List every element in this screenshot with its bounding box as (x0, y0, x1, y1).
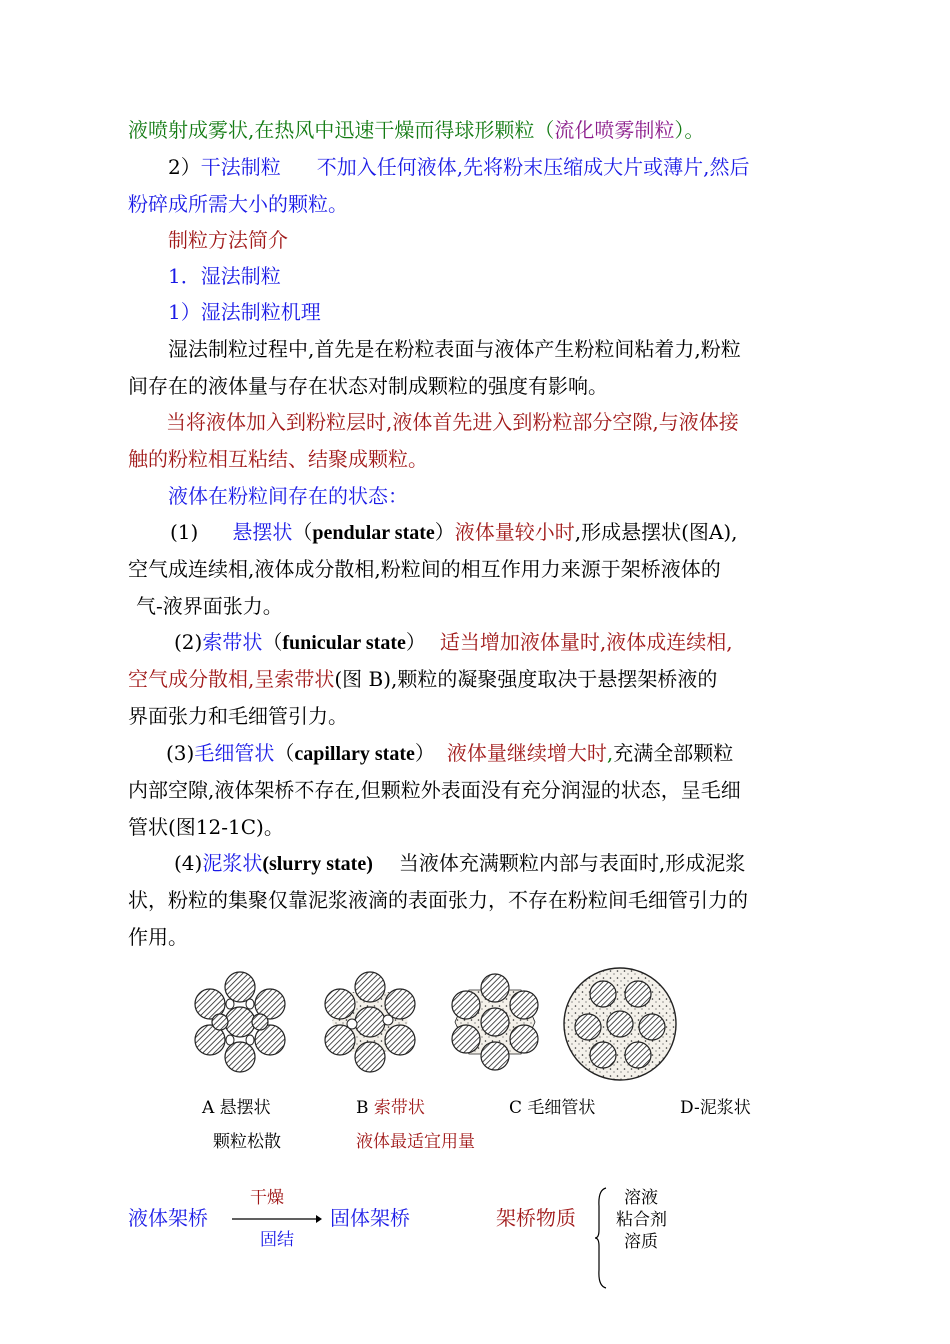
para-mechanism-l1: 湿法制粒过程中,首先是在粉粒表面与液体产生粉粒间粘着力,粉粒 (168, 337, 741, 361)
state-slurry (174, 851, 745, 876)
english-term: pendular state (312, 522, 435, 544)
state-slurry-l2: 状，粉粒的集聚仅靠泥浆液滴的表面张力，不存在粉粒间毛细管引力的 (128, 888, 748, 912)
item-number: (2) (174, 630, 203, 654)
text: (图 B) (334, 667, 392, 691)
bridge-item: 粘合剂 (616, 1210, 667, 1230)
caption-b-note: 液体最适宜用量 (356, 1132, 475, 1152)
liquid-bridge-label: 液体架桥 (128, 1206, 208, 1230)
para-spray-granulation (128, 118, 704, 142)
state-pendular-l3: 气-液界面张力。 (136, 594, 283, 618)
english-term: capillary state (294, 743, 415, 765)
paren: （ (274, 741, 295, 765)
heading-mechanism: 1）湿法制粒机理 (168, 300, 321, 324)
english-term: funicular state (282, 632, 406, 654)
para-dry-granulation (168, 155, 749, 179)
heading-methods: 制粒方法简介 (168, 228, 288, 252)
caption-c: C 毛细管状 (509, 1098, 596, 1118)
arrow-icon (232, 1212, 322, 1226)
caption-a-note: 颗粒松散 (213, 1132, 281, 1152)
state-funicular (174, 630, 733, 655)
granule-states-figure (180, 962, 700, 1092)
state-funicular-l2 (128, 667, 717, 691)
state-slurry-l3: 作用。 (128, 925, 188, 949)
term: 毛细管状 (194, 741, 275, 765)
item-number: (3) (166, 741, 195, 765)
paren: ） (405, 630, 426, 654)
text: 当液体充满颗粒内部与表面时,形成泥浆 (398, 851, 746, 875)
caption-term: 索带状 (373, 1098, 425, 1118)
state-capillary-l3: 管状(图12-1C)。 (128, 815, 284, 839)
caption-a: A 悬摆状 (202, 1098, 271, 1118)
condition: 液体量较小时 (454, 520, 575, 544)
bridge-item: 溶液 (624, 1188, 658, 1208)
term: 泥浆状 (202, 851, 263, 875)
paren: ） (414, 741, 435, 765)
condition: 适当增加液体量时,液体成连续相, (439, 630, 733, 654)
diagram-a-pendular (195, 972, 285, 1072)
paren: ） (434, 520, 455, 544)
para-liquid-l2: 触的粉粒相互粘结、结聚成颗粒。 (128, 447, 428, 471)
item-number: (4) (174, 851, 203, 875)
bridge-item: 溶质 (624, 1232, 658, 1252)
diagram-d-slurry (564, 968, 676, 1080)
para-liquid-l1: 当将液体加入到粉粒层时,液体首先进入到粉粒部分空隙,与液体接 (166, 410, 739, 434)
condition: 液体量继续增大时 (446, 741, 607, 765)
term: 悬摆状 (232, 520, 293, 544)
text: ,颗粒的凝聚强度取决于悬摆架桥液的 (391, 667, 718, 691)
arrow-label-dry: 干燥 (250, 1188, 284, 1208)
diagram-b-funicular (325, 972, 415, 1072)
text: 不加入任何液体,先将粉末压缩成大片或薄片,然后 (316, 155, 750, 179)
text: ,形成悬摆状(图A), (574, 520, 738, 544)
brace-icon (594, 1186, 608, 1290)
paren: （ (262, 630, 283, 654)
state-funicular-l3: 界面张力和毛细管引力。 (128, 704, 348, 728)
term: 索带状 (202, 630, 263, 654)
text: 液喷射成雾状,在热风中迅速干燥而得球形颗粒（ (128, 118, 555, 142)
caption-b (356, 1098, 425, 1118)
para-mechanism-l2: 间存在的液体量与存在状态对制成颗粒的强度有影响。 (128, 374, 608, 398)
heading-states: 液体在粉粒间存在的状态： (168, 484, 408, 508)
item-number: 2） (168, 155, 201, 179)
paren: （ (292, 520, 313, 544)
state-pendular (170, 520, 738, 545)
state-capillary (166, 741, 733, 766)
text: 充满全部颗粒 (613, 741, 734, 765)
comma: , (606, 741, 614, 765)
diagram-c-capillary (452, 974, 538, 1070)
item-number: (1) (170, 520, 199, 544)
arrow-label-solidify: 固结 (260, 1230, 294, 1250)
bridge-material-label: 架桥物质 (496, 1206, 576, 1230)
condition: 空气成分散相,呈索带状 (128, 667, 335, 691)
state-pendular-l2: 空气成连续相,液体成分散相,粉粒间的相互作用力来源于架桥液体的 (128, 557, 721, 581)
solid-bridge-label: 固体架桥 (330, 1206, 410, 1230)
highlight-term: 流化喷雾制粒 (554, 118, 675, 142)
state-capillary-l2: 内部空隙,液体架桥不存在,但颗粒外表面没有充分润湿的状态，呈毛细 (128, 778, 741, 802)
text: ）。 (674, 118, 705, 142)
caption-letter: B (356, 1098, 369, 1118)
term: 干法制粒 (200, 155, 281, 179)
caption-d: D-泥浆状 (680, 1098, 751, 1118)
para-dry-granulation-l2: 粉碎成所需大小的颗粒。 (128, 192, 348, 216)
english-term: (slurry state) (262, 853, 373, 875)
heading-wet: 1．湿法制粒 (168, 264, 281, 288)
